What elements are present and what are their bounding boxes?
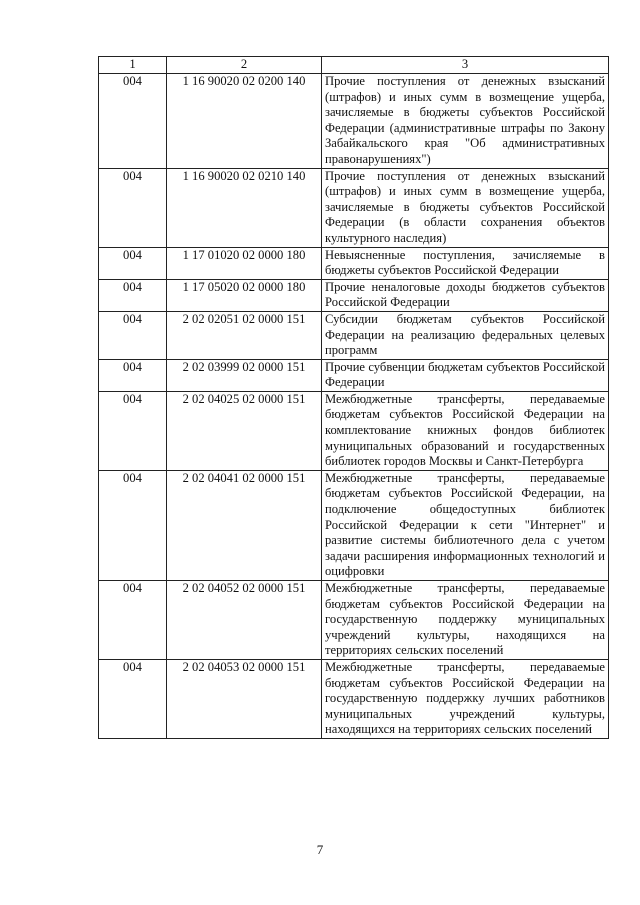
budget-classification-code-cell: 2 02 04025 02 0000 151	[167, 391, 322, 470]
revenue-name-cell: Прочие неналоговые доходы бюджетов субъектов Российской Федерации	[322, 279, 609, 311]
page-number: 7	[316, 842, 324, 857]
revenue-name-cell: Межбюджетные трансферты, передаваемые бюджетам субъектов Российской Федерации на государственную поддержку муниципальных учреждений культуры, находящихся на территориях сельских поселений	[322, 581, 609, 660]
budget-classification-code-cell: 1 16 90020 02 0210 140	[167, 168, 322, 247]
admin-code-cell: 004	[99, 581, 167, 660]
table-row	[99, 391, 609, 470]
admin-code-cell: 004	[99, 659, 167, 738]
table-row	[99, 279, 609, 311]
revenue-name-cell: Межбюджетные трансферты, передаваемые бюджетам субъектов Российской Федерации на государственную поддержку лучших работников муниципальных учреждений культуры, находящихся на территориях сельских поселений	[322, 659, 609, 738]
admin-code-cell: 004	[99, 311, 167, 359]
admin-code-cell: 004	[99, 391, 167, 470]
table-row	[99, 659, 609, 738]
table-row	[99, 311, 609, 359]
revenue-name-cell: Субсидии бюджетам субъектов Российской Федерации на реализацию федеральных целевых программ	[322, 311, 609, 359]
table-row	[99, 359, 609, 391]
admin-code-cell: 004	[99, 359, 167, 391]
admin-code-cell: 004	[99, 74, 167, 169]
budget-classification-code-cell: 2 02 03999 02 0000 151	[167, 359, 322, 391]
table-row	[99, 581, 609, 660]
admin-code-cell: 004	[99, 247, 167, 279]
revenue-name-cell: Невыясненные поступления, зачисляемые в бюджеты субъектов Российской Федерации	[322, 247, 609, 279]
budget-classification-code-cell: 2 02 04041 02 0000 151	[167, 470, 322, 580]
table-row	[99, 470, 609, 580]
revenue-name-cell: Прочие поступления от денежных взысканий (штрафов) и иных сумм в возмещение ущерба, зачисляемые в бюджеты субъектов Российской Федерации (в области сохранения объектов культурного наследия)	[322, 168, 609, 247]
table-header-row	[99, 57, 609, 74]
budget-revenue-table	[98, 56, 609, 739]
table-row	[99, 168, 609, 247]
admin-code-cell: 004	[99, 279, 167, 311]
revenue-name-cell: Прочие поступления от денежных взысканий (штрафов) и иных сумм в возмещение ущерба, зачисляемые в бюджеты субъектов Российской Федерации (административные штрафы по Закону Забайкальского края "Об административных правонарушениях")	[322, 74, 609, 169]
budget-classification-code-cell: 1 17 01020 02 0000 180	[167, 247, 322, 279]
budget-classification-code-cell: 1 17 05020 02 0000 180	[167, 279, 322, 311]
budget-classification-code-cell: 2 02 04053 02 0000 151	[167, 659, 322, 738]
column-header-3: 3	[322, 57, 609, 74]
revenue-name-cell: Межбюджетные трансферты, передаваемые бюджетам субъектов Российской Федерации на комплектование книжных фондов библиотек муниципальных образований и государственных библиотек городов Москвы и Санкт-Петербурга	[322, 391, 609, 470]
admin-code-cell: 004	[99, 470, 167, 580]
column-header-1: 1	[99, 57, 167, 74]
revenue-name-cell: Прочие субвенции бюджетам субъектов Российской Федерации	[322, 359, 609, 391]
admin-code-cell: 004	[99, 168, 167, 247]
table-row	[99, 247, 609, 279]
revenue-name-cell: Межбюджетные трансферты, передаваемые бюджетам субъектов Российской Федерации, на подключение общедоступных библиотек Российской Федерации к сети "Интернет" и развитие системы библиотечного дела с учетом задачи расширения информационных технологий и оцифровки	[322, 470, 609, 580]
column-header-2: 2	[167, 57, 322, 74]
budget-classification-code-cell: 2 02 04052 02 0000 151	[167, 581, 322, 660]
budget-classification-code-cell: 1 16 90020 02 0200 140	[167, 74, 322, 169]
budget-classification-code-cell: 2 02 02051 02 0000 151	[167, 311, 322, 359]
table-row	[99, 74, 609, 169]
